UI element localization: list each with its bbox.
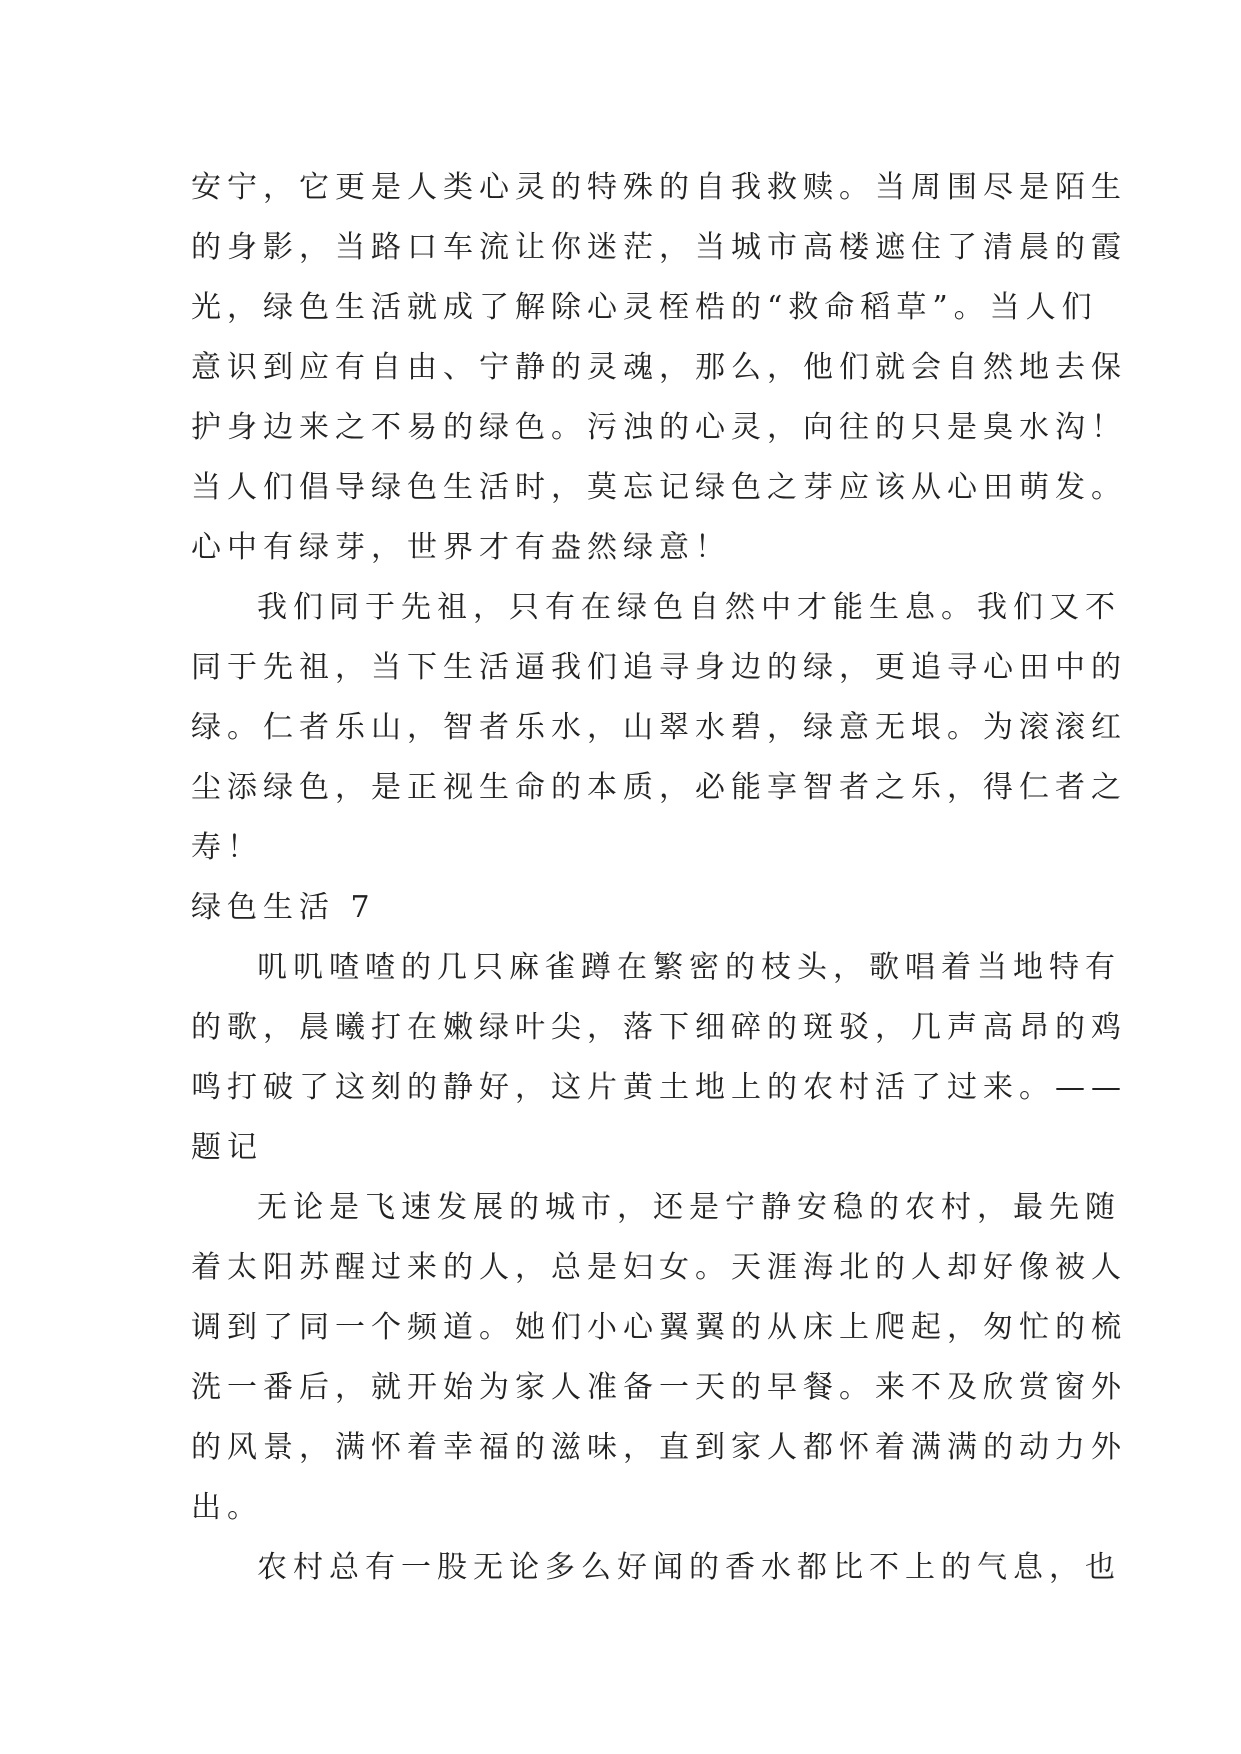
text-line: 尘添绿色，是正视生命的本质，必能享智者之乐，得仁者之 — [191, 770, 1127, 805]
text-line: 着太阳苏醒过来的人，总是妇女。天涯海北的人却好像被人 — [191, 1250, 1127, 1285]
text-line: 绿。仁者乐山，智者乐水，山翠水碧，绿意无垠。为滚滚红 — [191, 710, 1127, 745]
document-body — [191, 158, 1127, 1598]
paragraph-start-line: 农村总有一股无论多么好闻的香水都比不上的气息，也 — [257, 1550, 1121, 1585]
text-line: 寿！ — [191, 830, 263, 865]
text-line: 鸣打破了这刻的静好，这片黄土地上的农村活了过来。—— — [191, 1070, 1127, 1105]
text-line: 的歌，晨曦打在嫩绿叶尖，落下细碎的斑驳，几声高昂的鸡 — [191, 1010, 1127, 1045]
text-line: 同于先祖，当下生活逼我们追寻身边的绿，更追寻心田中的 — [191, 650, 1127, 685]
text-line: 安宁，它更是人类心灵的特殊的自我救赎。当周围尽是陌生 — [191, 170, 1127, 205]
text-line: 调到了同一个频道。她们小心翼翼的从床上爬起，匆忙的梳 — [191, 1310, 1127, 1345]
text-line: 护身边来之不易的绿色。污浊的心灵，向往的只是臭水沟！ — [191, 410, 1127, 445]
text-line: 心中有绿芽，世界才有盎然绿意！ — [191, 530, 731, 565]
text-line: 的身影，当路口车流让你迷茫，当城市高楼遮住了清晨的霞 — [191, 230, 1127, 265]
paragraph-start-line: 我们同于先祖，只有在绿色自然中才能生息。我们又不 — [257, 590, 1121, 625]
section-heading: 绿色生活 7 — [191, 890, 376, 925]
text-line: 当人们倡导绿色生活时，莫忘记绿色之芽应该从心田萌发。 — [191, 470, 1127, 505]
epigraph-label: 题记 — [191, 1130, 263, 1165]
text-line: 光，绿色生活就成了解除心灵桎梏的“救命稻草”。当人们 — [191, 290, 1098, 325]
paragraph-start-line: 叽叽喳喳的几只麻雀蹲在繁密的枝头，歌唱着当地特有 — [257, 950, 1121, 985]
text-line: 意识到应有自由、宁静的灵魂，那么，他们就会自然地去保 — [191, 350, 1127, 385]
text-line: 洗一番后，就开始为家人准备一天的早餐。来不及欣赏窗外 — [191, 1370, 1127, 1405]
text-line: 的风景，满怀着幸福的滋味，直到家人都怀着满满的动力外 — [191, 1430, 1127, 1465]
text-line: 出。 — [191, 1490, 263, 1525]
paragraph-start-line: 无论是飞速发展的城市，还是宁静安稳的农村，最先随 — [257, 1190, 1121, 1225]
